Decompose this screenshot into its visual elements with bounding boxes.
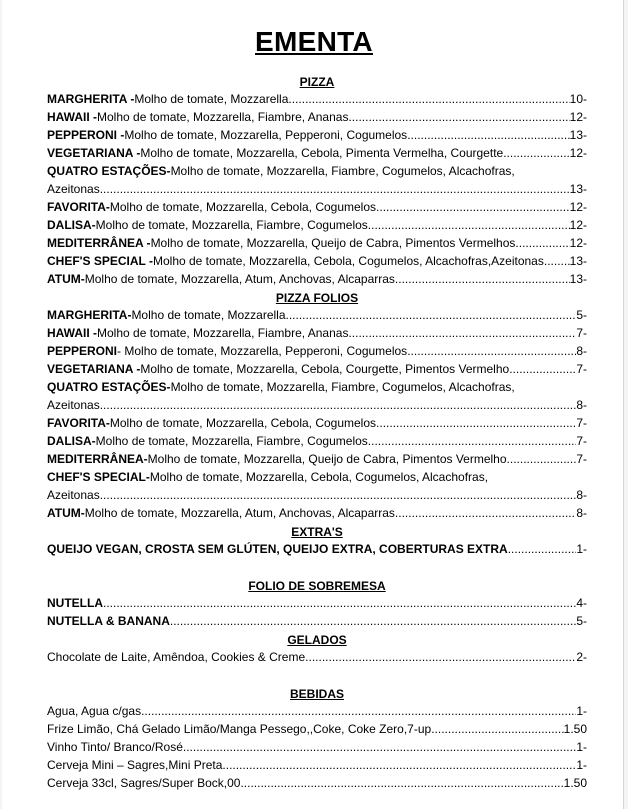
item-name: DALISA- [47, 218, 96, 232]
menu-item [47, 542, 587, 559]
item-name: VEGETARIANA - [47, 146, 141, 160]
item-description: Cerveja 33cl, Sagres/Super Bock,00 [47, 776, 241, 790]
leader-dots [368, 434, 577, 448]
menu-item [47, 254, 587, 271]
leader-dots [183, 740, 576, 754]
item-price: 13- [569, 182, 587, 196]
item-name: FAVORITA- [47, 416, 110, 430]
item-price: 1.50 [563, 722, 587, 736]
item-name: ATUM- [47, 272, 85, 286]
item-name: CHEF'S SPECIAL- [47, 470, 150, 484]
leader-dots [222, 758, 576, 772]
item-price: 12- [569, 146, 587, 160]
item-price: 10- [569, 92, 587, 106]
item-price: 13- [569, 272, 587, 286]
section-heading-folio-sobremesa: FOLIO DE SOBREMESA [248, 579, 386, 593]
item-price: 4- [576, 596, 587, 610]
leader-dots [286, 308, 577, 322]
section-heading-gelados: GELADOS [287, 633, 347, 647]
item-name: QUATRO ESTAÇÕES- [47, 164, 171, 178]
menu-item [47, 434, 587, 451]
item-description: Molho de tomate, Mozzarella, Fiambre, Cogumelos, Alcachofras, [170, 380, 515, 394]
item-description: Molho de tomate, Mozzarella, Cebola, Cogumelos [109, 200, 377, 214]
menu-item [47, 200, 587, 217]
menu-item [47, 758, 587, 775]
item-name: PEPPERONI [47, 344, 118, 358]
leader-dots [141, 704, 576, 718]
item-name: MEDITERRÂNEA- [47, 452, 148, 466]
menu-item [47, 380, 587, 397]
leader-dots [395, 272, 570, 286]
menu-item [47, 218, 587, 235]
item-price: 13- [569, 254, 587, 268]
menu-item [47, 272, 587, 289]
item-description: Molho de tomate, Mozzarella, Fiambre, Ananas..... [97, 326, 366, 340]
leader-dots [509, 362, 576, 376]
leader-dots [503, 146, 569, 160]
item-description: Molho de tomate, Mozzarella, Fiambre, Cogumelos [95, 218, 368, 232]
leader-dots [376, 200, 570, 214]
item-name: PEPPERONI - [47, 128, 125, 142]
item-name: QUATRO ESTAÇÕES- [47, 380, 171, 394]
item-price: 8- [576, 398, 587, 412]
leader-dots [103, 596, 576, 610]
item-name: FAVORITA- [47, 200, 110, 214]
leader-dots [305, 650, 576, 664]
menu-item [47, 182, 587, 199]
item-description: Molho de tomate, Mozzarella [131, 308, 286, 322]
item-price: 7- [576, 326, 587, 340]
section-heading-pizza-folios: PIZZA FOLIOS [275, 291, 359, 305]
item-price: 13- [569, 128, 587, 142]
menu-item [47, 128, 587, 145]
item-description: Molho de tomate, Mozzarella, Queijo de Cabra, Pimentos Vermelho [147, 452, 507, 466]
item-description: Molho de tomate, Mozzarella, Cebola, Pimenta Vermelha, Courgette [140, 146, 504, 160]
item-name: NUTELLA [47, 596, 103, 610]
leader-dots [100, 398, 577, 412]
menu-item [47, 650, 587, 667]
section-heading-bebidas: BEBIDAS [289, 687, 344, 701]
item-description: Molho de tomate, Mozzarella, Fiambre, Cogumelos [95, 434, 368, 448]
leader-dots [508, 542, 577, 556]
menu-item [47, 164, 587, 181]
menu-item [47, 110, 587, 127]
item-price: 12- [569, 236, 587, 250]
leader-dots [507, 452, 577, 466]
menu-item [47, 506, 587, 523]
item-description: Molho de tomate, Mozzarella, Fiambre, Cogumelos, Alcachofras, [170, 164, 515, 178]
item-price: 5- [576, 614, 587, 628]
menu-item [47, 452, 587, 469]
item-price: 1- [576, 704, 587, 718]
item-price: 12- [569, 110, 587, 124]
section-heading-extras: EXTRA'S [291, 525, 343, 539]
leader-dots [395, 506, 576, 520]
menu-title: EMENTA [255, 26, 373, 57]
item-price: 5- [576, 308, 587, 322]
item-name: MARGHERITA - [47, 92, 135, 106]
item-price: 8- [576, 488, 587, 502]
leader-dots [240, 776, 563, 790]
item-description: Molho de tomate, Mozzarella, Cebola, Courgette, Pimentos Vermelho [140, 362, 510, 376]
leader-dots [547, 254, 569, 268]
item-name: NUTELLA & BANANA [47, 614, 170, 628]
item-price: 7- [576, 452, 587, 466]
item-name: VEGETARIANA - [47, 362, 141, 376]
item-name: QUEIJO VEGAN, CROSTA SEM GLÚTEN, QUEIJO EXTRA, COBERTURAS EXTRA [47, 542, 508, 556]
item-description: Azeitonas [47, 182, 100, 196]
menu-item [47, 92, 587, 109]
item-price: 8- [576, 506, 587, 520]
leader-dots [348, 110, 569, 124]
leader-dots [407, 128, 569, 142]
item-description: Molho de tomate, Mozzarella, Atum, Anchovas, Alcaparras [84, 272, 395, 286]
leader-dots [100, 182, 570, 196]
item-name: DALISA- [47, 434, 96, 448]
item-name: MEDITERRÂNEA - [47, 236, 151, 250]
menu-item [47, 236, 587, 253]
item-price: 1- [576, 740, 587, 754]
menu-item [47, 344, 587, 361]
item-name: CHEF'S SPECIAL - [47, 254, 153, 268]
item-description: Azeitonas [47, 398, 100, 412]
item-price: 12- [569, 218, 587, 232]
item-description: Cerveja Mini – Sagres,Mini Preta [47, 758, 223, 772]
menu-item [47, 704, 587, 721]
item-price: 7- [576, 434, 587, 448]
item-name: ATUM- [47, 506, 85, 520]
item-description: Vinho Tinto/ Branco/Rosé [47, 740, 183, 754]
item-price: 7- [576, 416, 587, 430]
item-name: HAWAII - [47, 110, 97, 124]
item-description: Molho de tomate, Mozzarella, Cebola, Cogumelos [109, 416, 377, 430]
item-description: Chocolate de Laite, Amêndoa, Cookies & Creme [47, 650, 306, 664]
item-price: 12- [569, 200, 587, 214]
item-price: 1.50 [563, 776, 587, 790]
item-name: MARGHERITA- [47, 308, 132, 322]
item-price: 2- [576, 650, 587, 664]
leader-dots [170, 614, 576, 628]
item-price: 1- [576, 542, 587, 556]
item-description: Agua, Agua c/gas [47, 704, 142, 718]
item-description: Molho de tomate, Mozzarella, Cebola, Cogumelos, Alcachofras,Azeitonas. [152, 254, 548, 268]
section-heading-pizza: PIZZA [299, 75, 335, 89]
leader-dots [407, 344, 576, 358]
leader-dots [368, 218, 570, 232]
menu-item [47, 596, 587, 613]
item-description: Molho de tomate, Mozzarella, Pepperoni, Cogumelos [124, 128, 408, 142]
item-description: Molho de tomate, Mozzarella, Queijo de Cabra, Pimentos Vermelhos [150, 236, 516, 250]
leader-dots [376, 416, 576, 430]
item-description: Molho de tomate, Mozzarella, Atum, Anchovas, Alcaparras [84, 506, 395, 520]
item-description: - Molho de tomate, Mozzarella, Pepperoni, Cogumelos [117, 344, 408, 358]
menu-item [47, 146, 587, 163]
menu-item [47, 470, 587, 487]
leader-dots [365, 326, 576, 340]
menu-item [47, 416, 587, 433]
item-name: HAWAII - [47, 326, 97, 340]
menu-item [47, 722, 587, 739]
item-description: Frize Limão, Chá Gelado Limão/Manga Pessego,,Coke, Coke Zero,7-up [47, 722, 432, 736]
menu-item [47, 326, 587, 343]
menu-item [47, 362, 587, 379]
item-price: 8- [576, 344, 587, 358]
menu-item [47, 776, 587, 793]
menu-item [47, 398, 587, 415]
item-description: Azeitonas [47, 488, 100, 502]
item-description: Molho de tomate, Mozzarella, Cebola, Cogumelos, Alcachofras, [149, 470, 489, 484]
item-price: 1- [576, 758, 587, 772]
leader-dots [515, 236, 569, 250]
leader-dots [100, 488, 577, 502]
item-description: Molho de tomate, Mozzarella [134, 92, 289, 106]
item-price: 7- [576, 362, 587, 376]
menu-item [47, 308, 587, 325]
item-description: Molho de tomate, Mozzarella, Fiambre, Ananas [97, 110, 349, 124]
menu-item [47, 488, 587, 505]
leader-dots [431, 722, 563, 736]
menu-item [47, 614, 587, 631]
leader-dots [288, 92, 569, 106]
menu-item [47, 740, 587, 757]
